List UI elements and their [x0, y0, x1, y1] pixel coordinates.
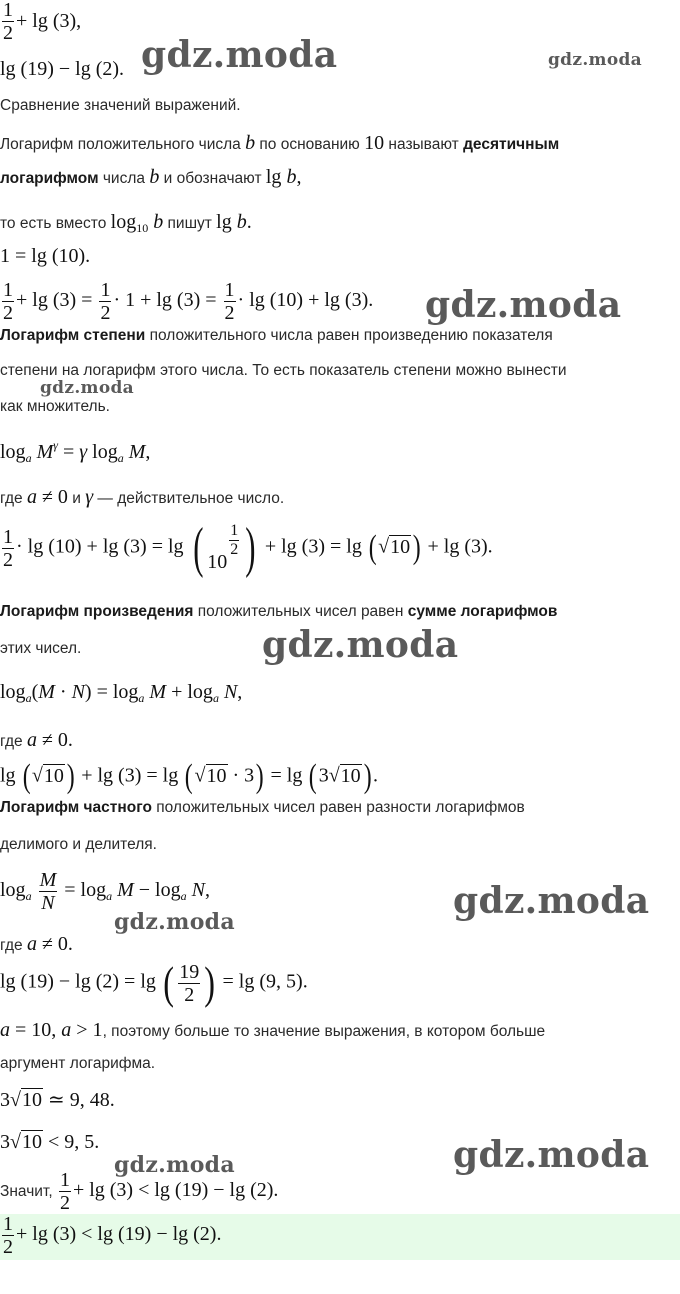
comparison-heading: Сравнение значений выражений. [0, 97, 241, 114]
final-answer: $\frac{1}{2}$ + lg (3) < lg (19) − lg (2). [3, 1213, 222, 1258]
product-formula: $\log_a(M \cdot N) = \log_a M + \log_a N$, [0, 681, 243, 705]
expr-second: lg (19) − lg (2). [0, 58, 125, 80]
watermark: gdz.moda [548, 50, 642, 70]
expr-rewrite-2: $\frac{1}{2}$ · lg (10) + lg (3) = lg ( 10 $\frac{1}{2}$ ) + lg (3) = lg (√10) + lg (3). [3, 517, 493, 579]
quotient-condition: где a ≠ 0. [0, 933, 73, 955]
power-rule-2: степени на логарифм этого числа. То есть показатель степени можно вынести [0, 362, 567, 379]
compare-base: a = 10, a > 1, поэтому больше то значение выражения, в котором больше [0, 1019, 546, 1041]
expr-first: $\frac{1}{2}$ + lg (3), [3, 0, 82, 44]
quotient-rule-2: делимого и делителя. [0, 836, 157, 853]
power-rule-1: Логарифм степени положительного числа равен произведению показателя [0, 327, 553, 344]
power-condition: где a ≠ 0 и γ — действительное число. [0, 486, 285, 508]
watermark: gdz.moda [453, 880, 650, 922]
watermark: gdz.moda [141, 34, 338, 76]
power-formula: $\log_a M^\gamma = \gamma$ $\log_a M$, [0, 438, 151, 465]
expr-approx: 3√10 ≃ 9, 48. [0, 1089, 115, 1111]
watermark: gdz.moda [425, 284, 622, 326]
watermark: gdz.moda [114, 909, 235, 935]
definition-paragraph-2: логарифмом числа b и обозначают lg b, [0, 166, 302, 188]
expr-one-equals: 1 = lg (10). [0, 245, 91, 267]
watermark: gdz.moda [453, 1134, 650, 1176]
expr-rewrite-4: lg (19) − lg (2) = lg ( $\frac{19}{2}$ ) = lg (9, 5). [0, 957, 308, 1008]
expr-less: 3√10 < 9, 5. [0, 1131, 100, 1153]
power-rule-3: как множитель. [0, 398, 110, 415]
definition-paragraph-1: Логарифм положительного числа b по основанию 10 называют десятичным [0, 132, 560, 154]
conclusion-line: Значит, $\frac{1}{2}$ + lg (3) < lg (19) − lg (2). [0, 1169, 279, 1214]
expr-rewrite-1: $\frac{1}{2}$ + lg (3) = $\frac{1}{2}$ · 1 + lg (3) = $\frac{1}{2}$ · lg (10) + lg (3). [3, 279, 374, 324]
definition-paragraph-3: то есть вместо $\log_{10} b$ пишут lg b. [0, 211, 252, 235]
quotient-formula: $\log_a$ $\frac{M}{N}$ = $\log_a M - \log_a N$, [0, 869, 210, 914]
watermark: gdz.moda [114, 1152, 235, 1178]
product-condition: где a ≠ 0. [0, 729, 73, 751]
watermark: gdz.moda [262, 624, 459, 666]
compare-line-2: аргумент логарифма. [0, 1055, 156, 1072]
quotient-rule-1: Логарифм частного положительных чисел равен разности логарифмов [0, 799, 525, 816]
product-rule-1: Логарифм произведения положительных чисел равен сумме логарифмов [0, 603, 558, 620]
product-rule-2: этих чисел. [0, 640, 82, 657]
watermark: gdz.moda [40, 378, 134, 398]
expr-rewrite-3: lg (√10) + lg (3) = lg (√10 · 3) = lg (3√10). [0, 758, 378, 795]
